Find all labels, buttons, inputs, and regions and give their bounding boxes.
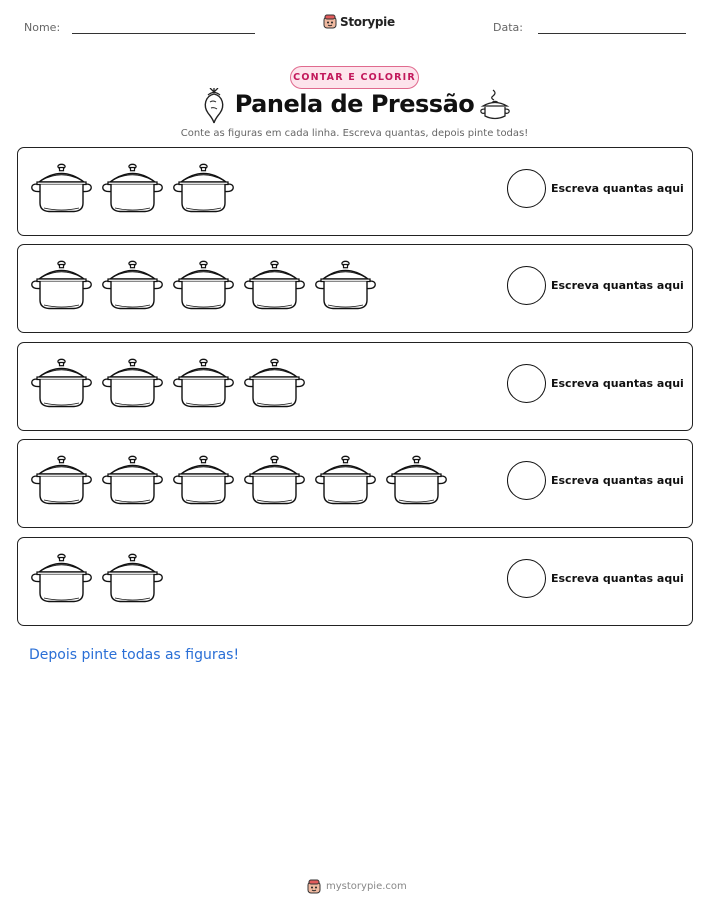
answer-label: Escreva quantas aqui: [551, 377, 684, 390]
pressure-cooker-icon[interactable]: [244, 259, 305, 311]
answer-circle[interactable]: [507, 364, 546, 403]
pressure-cooker-icon[interactable]: [102, 552, 163, 604]
brand: [323, 14, 395, 29]
counting-row: [17, 342, 693, 431]
answer-circle[interactable]: [507, 266, 546, 305]
answer-label: Escreva quantas aqui: [551, 279, 684, 292]
date-line[interactable]: [538, 33, 686, 34]
pot-group: [31, 162, 234, 214]
pressure-cooker-icon[interactable]: [315, 454, 376, 506]
pressure-cooker-icon[interactable]: [31, 162, 92, 214]
date-label: Data:: [493, 21, 523, 34]
counting-row: [17, 439, 693, 528]
pressure-cooker-icon[interactable]: [173, 259, 234, 311]
pressure-cooker-icon[interactable]: [102, 357, 163, 409]
counting-row: [17, 537, 693, 626]
pressure-cooker-icon[interactable]: [31, 259, 92, 311]
pressure-cooker-icon[interactable]: [173, 357, 234, 409]
pressure-cooker-icon[interactable]: [173, 162, 234, 214]
brand-name: Storypie: [340, 14, 395, 29]
pot-group: [31, 357, 305, 409]
worksheet-header: [0, 0, 709, 44]
answer-circle[interactable]: [507, 169, 546, 208]
counting-row: [17, 147, 693, 236]
pressure-cooker-icon[interactable]: [244, 357, 305, 409]
footer-note: Depois pinte todas as figuras!: [29, 647, 240, 663]
pressure-cooker-icon[interactable]: [31, 454, 92, 506]
pressure-cooker-icon[interactable]: [173, 454, 234, 506]
pressure-cooker-icon[interactable]: [31, 357, 92, 409]
instructions: Conte as figuras em cada linha. Escreva quantas, depois pinte todas!: [180, 128, 529, 139]
pressure-cooker-icon[interactable]: [102, 259, 163, 311]
storypie-logo-icon: [323, 14, 337, 29]
answer-label: Escreva quantas aqui: [551, 572, 684, 585]
pressure-cooker-icon[interactable]: [386, 454, 447, 506]
answer-circle[interactable]: [507, 559, 546, 598]
pressure-cooker-icon[interactable]: [102, 454, 163, 506]
pressure-cooker-icon[interactable]: [244, 454, 305, 506]
storypie-logo-icon: [307, 879, 321, 894]
name-line[interactable]: [72, 33, 255, 34]
pot-icon: [479, 88, 511, 122]
counting-row: [17, 244, 693, 333]
footer: [307, 879, 407, 894]
pressure-cooker-icon[interactable]: [315, 259, 376, 311]
answer-label: Escreva quantas aqui: [551, 182, 684, 195]
name-label: Nome:: [24, 21, 61, 34]
footer-url[interactable]: mystorypie.com: [326, 881, 407, 892]
pressure-cooker-icon[interactable]: [31, 552, 92, 604]
title-area: [0, 88, 709, 128]
answer-circle[interactable]: [507, 461, 546, 500]
category-badge: CONTAR E COLORIR: [290, 66, 419, 89]
pot-group: [31, 454, 447, 506]
pressure-cooker-icon[interactable]: [102, 162, 163, 214]
answer-label: Escreva quantas aqui: [551, 474, 684, 487]
page-title: Panela de Pressão: [234, 90, 475, 118]
pot-group: [31, 259, 376, 311]
pot-group: [31, 552, 163, 604]
